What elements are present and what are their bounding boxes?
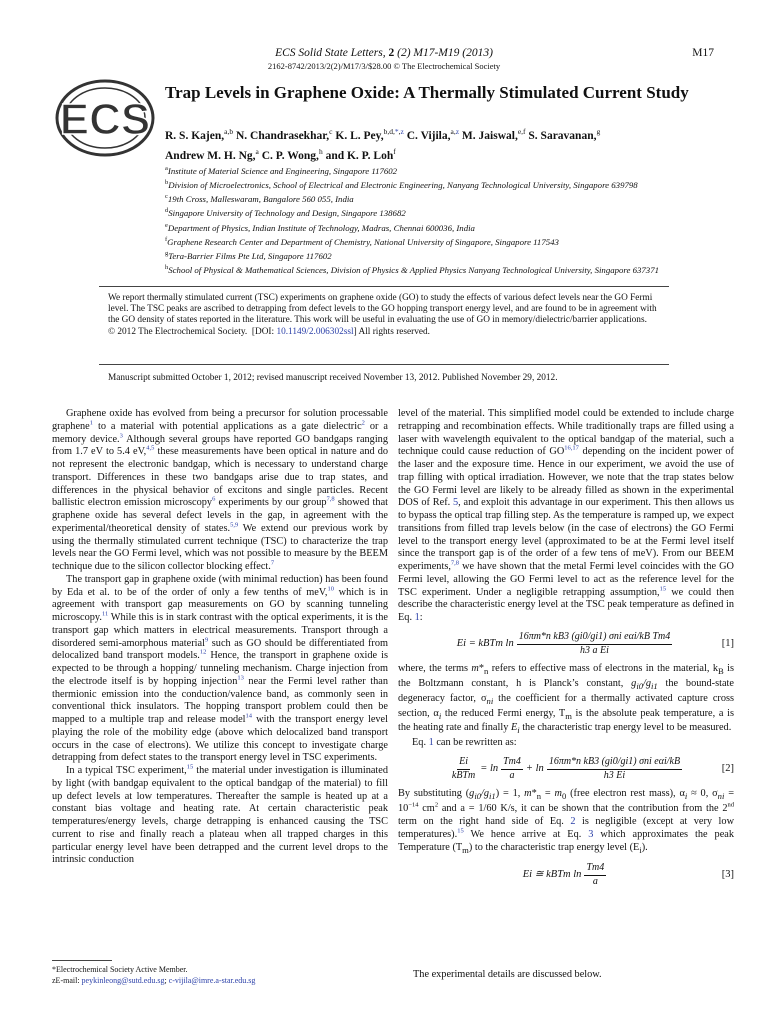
equation-1-label: [1] (721, 637, 734, 649)
paragraph-model: level of the material. This simplified model could be extended to include charge retrapping and recombination effects. While traditionally traps are filled using a laser with wavelength equivalent to the optical bandgap of the material, such a technique could cause reduction of GO$^{16,17}$ depending on the incident power of the laser and the exposure time. Hence in our experiment, we avoid the use of trap filling with optical irradiation. However, we note that the trap states below the GO Fermi level are likely to be already filled as shown in the experimental DOS of Ref. 5, and exploit this advantage in our experiment. This then allows us to bypass the optical trap filling step. As the temperature is ramped up, we expect transitions from filled trap levels below (in the case of electrons) the GO Fermi level to the transport energy level (approximated to be at the Fermi level itself since the transport gap is of the order of a few tens of meV). From our BEEM experiments,$^{7,8}$ we have shown that the metal Fermi level coincides with the GO Fermi level, allowing the GO Fermi level to act as the reference level for the TSC experiment. Under a negligible retrapping assumption,$^{15}$ we could then describe the characteristic energy level at the TSC peak temperature as defined in Eq. 1: (398, 408, 735, 623)
footnote-email: zE-mail: peykinleong@sutd.edu.sg; c-vijila@imre.a-star.edu.sg (52, 976, 256, 985)
paragraph-terms: where, the terms $m*_n$ refers to effective mass of electrons in the material, $k_B$ is the Boltzmann constant, h is Planck’s constant, $g_{i0}/g_{i1}$ the bound-state degeneracy factor, $\sigma_{ni}$ the coefficient for a thermally activated capture cross section, $\alpha_i$ the reduced Fermi energy, $T_m$ is the absolute peak temperature, a is the heating rate and finally $E_i$ the characteristic trap energy level to be measured. (398, 663, 734, 736)
affiliation-e: $^e$Department of Physics, Indian Institute of Technology, Madras, Chennai 600036, India (165, 221, 475, 233)
affiliation-list (165, 163, 725, 276)
submission-dates: Manuscript submitted October 1, 2012; revised manuscript received November 13, 2012. Published November 29, 2012. (108, 373, 558, 383)
experimental-note: The experimental details are discussed below. (413, 969, 602, 980)
affiliation-f: $^f$Graphene Research Center and Department of Chemistry, National University of Singapore, Singapore 117543 (165, 235, 559, 247)
equation-3-label: [3] (721, 869, 734, 881)
affiliation-c: $^c$19th Cross, Malleswaram, Bangalore 560 055, India (165, 193, 354, 205)
paragraph-rewrite: Eq. 1 can be rewritten as: (412, 737, 517, 749)
abstract-bottom-rule (99, 364, 669, 365)
affiliation-a: $^a$Institute of Material Science and Engineering, Singapore 117602 (165, 165, 398, 176)
footnote-member: *Electrochemical Society Active Member. (52, 965, 188, 974)
issn-line: 2162-8742/2013/2(2)/M17/3/$28.00 © The Electrochemical Society (267, 61, 501, 71)
affiliation-h: $^h$School of Physical & Mathematical Sciences, Division of Physics & Applied Physics Nanyang Technological University, Singapore 637371 (165, 263, 660, 275)
abstract-text: We report thermally stimulated current (TSC) experiments on graphene oxide (GO) to study the effects of various defect levels near the GO Fermi level. The TSC peaks are ascribed to detrapping from defect levels to the GO hopping transport energy level, and are found to be in agreement with the GO density of states reported in the literature. This work will be useful in evaluating the use of GO in memory/dielectric/barrier applications. (108, 293, 657, 326)
paragraph-intro: Graphene oxide has evolved from being a precursor for solution processable graphene$^1$ to a material with potential applications as a gate dielectric$^2$ or a memory device.$^3$ Although several groups have reported GO bandgaps ranging from 1.7 eV to 5.4 eV,$^{4,5}$ these measurements have been optical in nature and do not represent the electronic bandgap, which is necessary to understand charge transport. Differences in these two bandgaps arise due to trap states, and differences in the physical behavior of excitons and single particles. Recent ballistic electron emission microscopy$^6$ experiments by our group$^{7,8}$ showed that graphene oxide has several defect levels in the gap, in agreement with the experimental/theoretical density of states.$^{5,9}$ We extend our previous work by using the thermally stimulated current technique (TSC) to characterize the trap levels near the GO Fermi level, which was not possible to measure by the BEEM technique due to the silicon collector blocking effect.$^7$ (52, 408, 389, 572)
paragraph-tsc: In a typical TSC experiment,$^{15}$ the material under investigation is illuminated by light (with bandgap equivalent to the optical bandgap of the material) to fill up defect levels at low temperatures. Thereafter the sample is heated up at a constant bias voltage and heating rate. At certain characteristic peak temperatures/energy levels, charge detrapping is enhanced causing the TSC current to rise and finally reach a plateau when all trapped charges in this particular energy level have been detrapped and the current level drops to the intrinsic conduction (52, 763, 388, 866)
equation-1: Ei = kBTm ln $\frac{\text{16πm*n kB3 (gi0/gi1) σni eαi/kB Tm4}}{\text{h3 a Ei}}$ [1] (456, 630, 734, 656)
paragraph-substitution: By substituting $(g_{i0}/g_{i1}) = 1$, $m*_n = m_0$ (free electron rest mass), $\alpha_i \approx 0$, $\sigma_{ni} = 10^{-14}$ $cm^2$ and a = 1/60 K/s, it can be shown that the contribution from the 2nd term on the right hand side of Eq. 2 is negligible (except at very low temperatures).$^{15}$ We hence arrive at Eq. 3 which approximates the peak Temperature $(T_m)$ to the characteristic trap energy level $(E_i)$. (398, 788, 735, 855)
journal-volume: 2 (388, 47, 395, 59)
email-link-1[interactable]: peykinleong@sutd.edu.sg (81, 976, 165, 985)
affiliation-d: $^d$Singapore University of Technology and Design, Singapore 138682 (165, 207, 406, 219)
equation-2-label: [2] (721, 762, 734, 774)
equation-2: $\frac{Ei}{\text{kBTm}}$ = ln $\frac{Tm4}{a}$ + ln $\frac{\text{16πm*n kB3 (gi0/gi1) σni eαi/kB}}{h3 Ei}$ [2] (451, 755, 734, 781)
paragraph-transport-gap: The transport gap in graphene oxide (with minimal reduction) has been found by Eda et al. to be of the order of only a few tenths of meV,$^{10}$ which is in agreement with transport gap measurements on GO by scanning tunneling microscopy.$^{11}$ While this is in stark contrast with the optical experiments, it is the transport gap which matters in electrical measurements. Transport through a disordered semi-amorphous material$^9$ such as GO should be differentiated from delocalized band transport models.$^{12}$ Hence, the transport in graphene oxide is expected to be through a hopping/ tunneling mechanism. Charge injection from the electrode itself is by hopping injection$^{13}$ near the Fermi level rather than thermionic emission into the conduction/valence band, as commonly seen in conventional thick insulators. The hopping transport problem could then be mapped to a multiple trap and release model$^{14}$ with the transport energy level playing the role of the mobility edge (above which delocalized band transport occurs in the case of electrons). We utilize this concept to investigate charge detrapping from defect states to the transport energy level in TSC experiments. (52, 573, 389, 764)
ecs-logo-text: ECS (59, 95, 151, 144)
body-column-right (398, 408, 734, 895)
footnote-rule (52, 960, 112, 961)
page-number: M17 (692, 47, 714, 59)
author-line-2: Andrew M. H. Ng,$^a$ C. P. Wong,$^h$ and K. P. Loh$^f$ (165, 146, 396, 162)
paper-title: Trap Levels in Graphene Oxide: A Thermally Stimulated Current Study (165, 83, 689, 102)
body-column-left (52, 408, 388, 867)
affiliation-b: $^b$Division of Microelectronics, School of Electrical and Electronic Engineering, Nanyang Technological University, Singapore 639798 (165, 179, 638, 191)
journal-name: ECS Solid State Letters, (275, 47, 386, 59)
ecs-logo (52, 78, 158, 158)
doi-link[interactable]: 10.1149/2.006302ssl (276, 326, 354, 337)
affiliation-g: $^g$Tera-Barrier Films Pte Ltd, Singapore 117602 (165, 249, 332, 261)
equation-3: Ei ≅ kBTm ln $\frac{Tm4}{a}$ [3] (522, 862, 734, 888)
abstract: We report thermally stimulated current (TSC) experiments on graphene oxide (GO) to study the effects of various defect levels near the GO Fermi level. The TSC peaks are ascribed to detrapping from defect levels to the GO hopping transport energy level, and are found to be in agreement with the GO density of states reported in the literature. This work will be useful in evaluating the use of GO in memory/dielectric/barrier applications. © 2012 The Electrochemical Society. [DOI: 10.1149/2.006302ssl] All rights reserved. (108, 293, 657, 337)
abstract-top-rule (99, 286, 669, 287)
journal-issue-pages: (2) M17-M19 (2013) (397, 47, 493, 59)
author-line-1: R. S. Kajen,$^{a,b}$ N. Chandrasekhar,$^c$ K. L. Pey,$^{b,d,*,z}$ C. Vijila,$^{a,z}$ M. Jaiswal,$^{e,f}$ S. Saravanan,$^g$ (165, 127, 601, 142)
copyright: © 2012 The Electrochemical Society. (108, 326, 248, 337)
journal-header (0, 47, 768, 59)
email-link-2[interactable]: c-vijila@imre.a-star.edu.sg (168, 976, 256, 985)
author-list (165, 124, 735, 164)
